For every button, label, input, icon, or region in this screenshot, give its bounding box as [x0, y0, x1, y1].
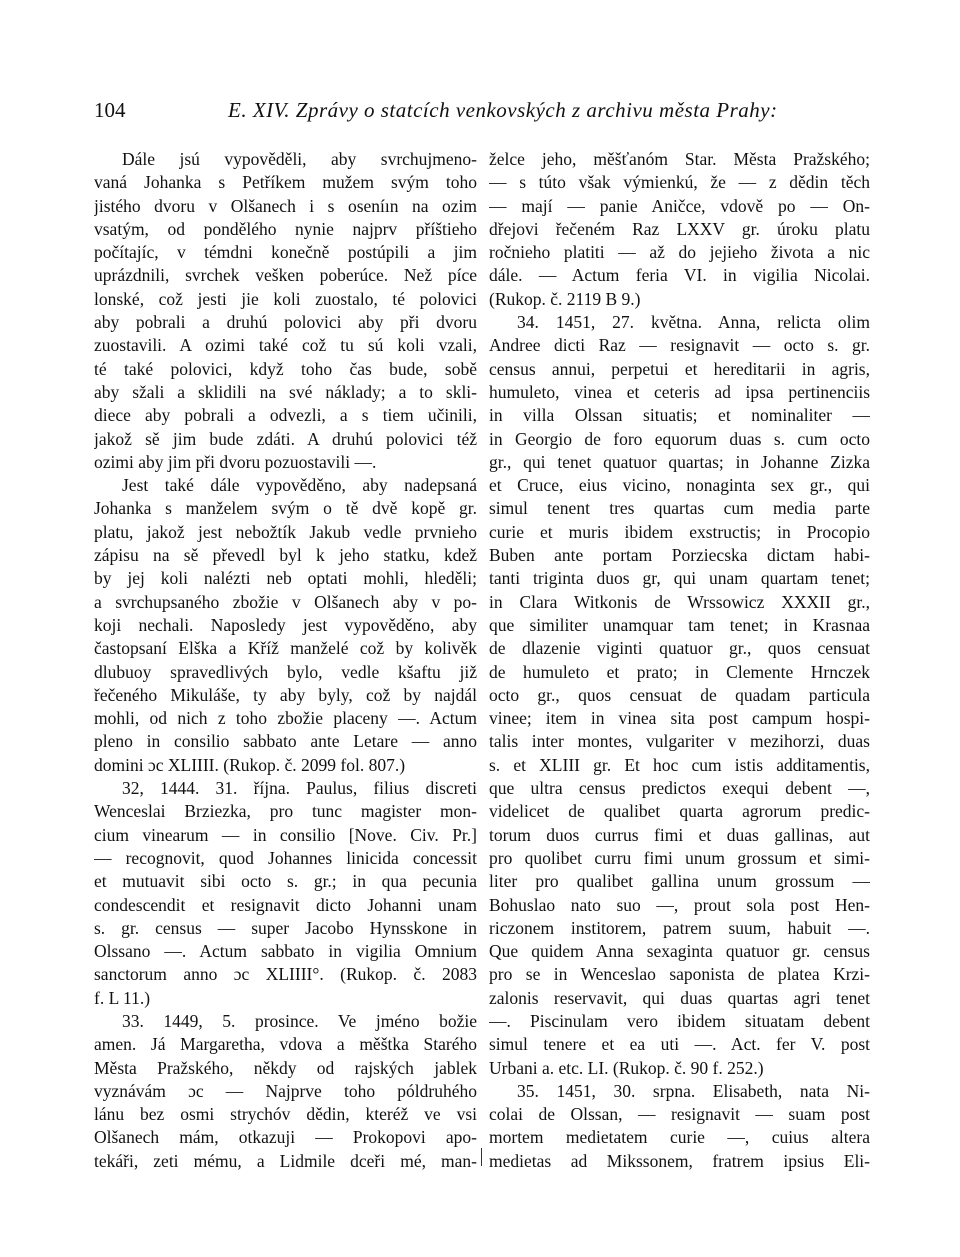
- text-line: de humuleto et prato; in Clemente Hrnczek: [489, 661, 870, 682]
- text-line: řečeného Mikuláše, ty aby byly, což by najdál: [94, 684, 477, 705]
- text-line: — recognovit, quod Johannes linicida concessit: [94, 847, 477, 868]
- text-line: dále. — Actum feria VI. in vigilia Nicolai.: [489, 265, 870, 286]
- text-line: 34. 1451, 27. května. Anna, relicta olim: [517, 312, 870, 333]
- text-line: — mají — panie Aničce, vdově po — On-: [489, 195, 870, 216]
- text-line: humuleto, vinea et ceteris ad ipsa pertinenciis: [489, 381, 870, 402]
- text-line: aby pobrali a druhú polovici aby při dvoru: [94, 312, 477, 333]
- text-line: de dlazenie viginti quatuor gr., quos censuat: [489, 638, 870, 659]
- text-line: častopsaní Elška a Kříž manželé což by kolivěk: [94, 638, 477, 659]
- text-line: dlubuoy spravedlivých bylo, vedle kšaftu již: [94, 661, 477, 682]
- text-line: uprázdnili, svrchek vešken poberúce. Než píce: [94, 265, 477, 286]
- text-line: et Cruce, eius vicino, nonaginta sex gr., qui: [489, 475, 870, 496]
- text-line: lonské, což jesti jie koli zuostalo, té polovici: [94, 288, 477, 309]
- text-line: tekáři, zeti mému, a Lidmile dceři mé, man-: [94, 1150, 477, 1171]
- text-line: s. gr. census — super Jacobo Hynsskone in: [94, 917, 477, 938]
- text-line: in Clara Witkonis de Wrssowicz XXXII gr.,: [489, 591, 870, 612]
- text-line: simul tenent tres quartas cum media parte: [489, 498, 870, 519]
- text-line: octo gr., quos censuat de quadam particula: [489, 684, 870, 705]
- text-line: koji nechali. Naposledy jest vypověděno, aby: [94, 614, 477, 635]
- text-line: dřejovi řečeném Raz LXXV gr. úroku platu: [489, 218, 870, 239]
- text-line: 33. 1449, 5. prosince. Ve jméno božie: [122, 1010, 477, 1031]
- text-line: — s túto však výmienkú, že — z dědin těch: [489, 172, 870, 193]
- text-line: Města Pražského, někdy od rajských jablek: [94, 1057, 477, 1078]
- text-line: 32, 1444. 31. října. Paulus, filius discreti: [122, 778, 477, 799]
- text-line: diece aby pobrali a odvezli, a s tiem učinili,: [94, 405, 477, 426]
- text-line: 35. 1451, 30. srpna. Elisabeth, nata Ni-: [517, 1080, 870, 1101]
- text-line: (Rukop. č. 2119 B 9.): [489, 288, 641, 309]
- text-line: sanctorum anno ɔc XLIIII°. (Rukop. č. 2083: [94, 964, 477, 985]
- text-line: videlicet de qualibet quarta agrorum predic-: [489, 801, 870, 822]
- text-line: domini ɔc XLIIII. (Rukop. č. 2099 fol. 807.): [94, 754, 406, 775]
- text-line: pro se in Wenceslao saponista de platea Krzi-: [489, 964, 870, 985]
- text-line: pro quolibet curru fimi unum grossum et simi-: [489, 847, 870, 868]
- text-line: Jest také dále vypověděno, aby nadepsaná: [122, 475, 477, 496]
- text-line: Johanka s manželem svým o tě dvě kopě gr.: [94, 498, 477, 519]
- text-line: mohli, od nich z toho zbožie placeny —. Actum: [94, 708, 477, 729]
- text-line: et mutuavit sibi octo s. gr.; in qua pecunia: [94, 871, 477, 892]
- text-line: que similiter unamquar tam tenet; in Krasnaa: [489, 614, 870, 635]
- text-line: Que quidem Anna sexaginta quatuor gr. census: [489, 941, 870, 962]
- text-line: —. Piscinulam vero ibidem situatam debent: [489, 1010, 870, 1031]
- text-line: jistého dvoru v Olšanech i s oseníın na ozim: [94, 195, 477, 216]
- right-column: [489, 148, 870, 1173]
- text-line: pleno in consilio sabbato ante Letare — anno: [94, 731, 477, 752]
- page-header: [94, 98, 874, 128]
- text-line: talis inter montes, vulgariter v mezihorzi, duas: [489, 731, 870, 752]
- left-column: [94, 148, 477, 1173]
- text-line: in Georgio de foro equorum duas s. cum octo: [489, 428, 870, 449]
- text-line: colai de Olssan, — resignavit — suam post: [489, 1104, 870, 1125]
- text-line: que ultra census predictos exequi debent —,: [489, 778, 870, 799]
- text-line: census annui, perpetui et hereditarii in agris,: [489, 358, 870, 379]
- text-line: in villa Olssan situatis; et nominaliter —: [489, 405, 870, 426]
- text-line: gr., qui tenet quatuor quartas; in Johanne Zizka: [489, 451, 870, 472]
- text-line: condescendit et resignavit dicto Johanni unam: [94, 894, 477, 915]
- text-line: té také polovici, když toho čas bude, sobě: [94, 358, 477, 379]
- text-line: vyznávám ɔc — Najprve toho póldruhého: [94, 1080, 477, 1101]
- text-line: Wenceslai Brziezka, pro tunc magister mon-: [94, 801, 477, 822]
- running-title: E. XIV. Zprávy o statcích venkovských z archivu města Prahy:: [228, 98, 778, 122]
- text-line: Andree dicti Raz — resignavit — octo s. gr.: [489, 335, 870, 356]
- page-number: 104: [94, 98, 126, 122]
- text-line: torum duos currus fimi et duas gallinas, aut: [489, 824, 870, 845]
- text-line: Olssano —. Actum sabbato in vigilia Omnium: [94, 941, 477, 962]
- text-line: aby sžali a sklidili na své náklady; a to skli-: [94, 381, 477, 402]
- text-line: zápisu na sě převedl byl k jeho statku, kdež: [94, 545, 477, 566]
- text-line: f. L 11.): [94, 987, 151, 1008]
- text-line: zuostavili. A ozimi také což tu sú koli vzali,: [94, 335, 477, 356]
- text-line: curie et muris ibidem exstructis; in Procopio: [489, 521, 870, 542]
- text-line: amen. Já Margaretha, vdova a měštka Starého: [94, 1034, 477, 1055]
- text-line: simul tenere et ea uti —. Act. fer V. post: [489, 1034, 870, 1055]
- text-line: želce jeho, měšťanóm Star. Města Pražského;: [489, 149, 870, 169]
- column-divider-mark: [481, 1148, 482, 1166]
- text-line: medietas ad Mikssonem, fratrem ipsius Eli-: [489, 1150, 870, 1171]
- text-line: by jej koli nalézti neb optati mohli, hleděli;: [94, 568, 477, 589]
- text-line: Olšanech mám, otkazuji — Prokopovi apo-: [94, 1127, 477, 1148]
- text-line: s. et XLIII gr. Et hoc cum istis additamentis,: [489, 754, 870, 775]
- text-line: vaná Johanka s Petříkem mužem svým toho: [94, 172, 477, 193]
- text-line: tanti triginta duos gr, qui unam quartam tenet;: [489, 568, 870, 589]
- text-line: jakož sě jim bude zdáti. A druhú polovici též: [94, 428, 477, 449]
- text-line: Urbani a. etc. LI. (Rukop. č. 90 f. 252.): [489, 1057, 764, 1078]
- text-line: cium vinearum — in consilio [Nove. Civ. Pr.]: [94, 824, 477, 845]
- text-line: platu, jakož jest nebožtík Jakub vedle prvnieho: [94, 521, 477, 542]
- text-line: vinee; item in vinea sita post campum hospi-: [489, 708, 870, 729]
- text-line: vsatým, od pondělého nynie najprv příštieho: [94, 218, 477, 239]
- text-line: ročnieho platiti — až do jejieho života a nic: [489, 242, 870, 263]
- text-line: zalonis reservavit, qui duas quartas agri tenet: [489, 987, 870, 1008]
- text-line: Dále jsú vypověděli, aby svrchujmeno-: [122, 149, 477, 169]
- text-line: riczonem institorem, patrem suum, habuit —.: [489, 917, 870, 938]
- text-line: liter pro qualibet gallina unum grossum —: [489, 871, 870, 892]
- text-line: a svrchupsaného zbožie v Olšanech aby v po-: [94, 591, 477, 612]
- text-line: lánu bez osmi strychóv dědin, kteréž ve vsi: [94, 1104, 477, 1125]
- text-line: ozimi aby jim při dvoru pozuostavili —.: [94, 451, 377, 472]
- text-line: mortem medietatem curie —, cuius altera: [489, 1127, 870, 1148]
- text-line: počítajíc, v témdni konečně postúpili a jim: [94, 242, 477, 263]
- text-line: Buben ante portam Porziecska dictam habi-: [489, 545, 870, 566]
- text-line: Bohuslao nato suo —, prout sola post Hen-: [489, 894, 870, 915]
